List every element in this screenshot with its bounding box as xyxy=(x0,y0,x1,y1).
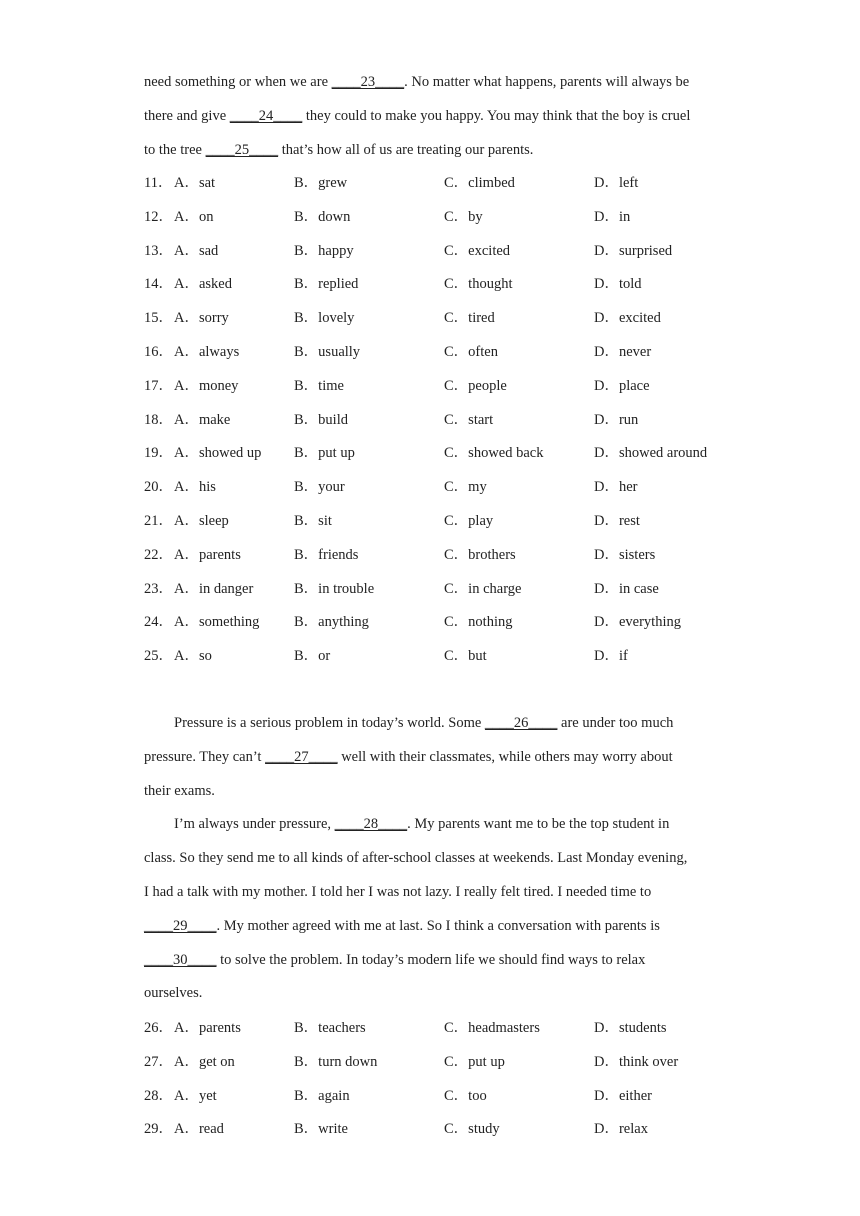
option-b[interactable]: B．build xyxy=(294,411,348,428)
text-run: there and give xyxy=(144,107,230,124)
passage-2 xyxy=(144,707,724,1011)
option-c[interactable]: C．study xyxy=(444,1121,500,1138)
option-b[interactable]: B．down xyxy=(294,208,351,225)
option-a[interactable]: A．his xyxy=(174,479,216,496)
question-number: 28． xyxy=(144,1087,173,1104)
option-c[interactable]: C．too xyxy=(444,1087,487,1104)
option-d[interactable]: D．run xyxy=(594,411,639,428)
answer-blank: ____23____ xyxy=(331,74,405,90)
option-c[interactable]: C．headmasters xyxy=(444,1020,540,1036)
option-a[interactable]: A．sleep xyxy=(174,513,229,529)
question-row xyxy=(144,370,744,404)
option-a[interactable]: A．asked xyxy=(174,276,232,293)
option-a[interactable]: A．make xyxy=(174,411,231,428)
option-a[interactable]: A．on xyxy=(174,208,214,225)
text-run: well with their classmates, while others may worry about xyxy=(337,748,673,765)
option-d[interactable]: D．in xyxy=(594,208,631,225)
option-d[interactable]: D．never xyxy=(594,344,652,360)
question-row xyxy=(144,336,744,370)
option-b[interactable]: B．usually xyxy=(294,344,361,360)
option-b[interactable]: B．replied xyxy=(294,276,359,293)
option-a[interactable]: A．something xyxy=(174,614,260,631)
question-number: 23． xyxy=(144,580,173,597)
question-number: 24． xyxy=(144,614,173,631)
text-run: class. So they send me to all kinds of after-school classes at weekends. Last Monday evening, xyxy=(144,850,688,867)
question-number: 15． xyxy=(144,310,173,327)
option-b[interactable]: B．sit xyxy=(294,513,332,529)
question-row xyxy=(144,1046,744,1080)
question-number: 26． xyxy=(144,1020,173,1036)
text-run: need something or when we are xyxy=(144,74,332,90)
question-number: 25． xyxy=(144,648,173,665)
option-c[interactable]: C．tired xyxy=(444,310,495,327)
text-run: their exams. xyxy=(144,782,215,799)
question-number: 29． xyxy=(144,1121,173,1138)
option-b[interactable]: B．put up xyxy=(294,445,355,462)
option-d[interactable]: D．rest xyxy=(594,513,640,529)
answer-blank: ____27____ xyxy=(265,748,338,765)
text-run: . My parents want me to be the top student in xyxy=(407,816,670,833)
option-b[interactable]: B．turn down xyxy=(294,1053,378,1070)
passage-1 xyxy=(144,66,724,167)
question-number: 16． xyxy=(144,344,173,360)
question-number: 21． xyxy=(144,513,173,529)
question-row xyxy=(144,505,744,539)
question-row xyxy=(144,640,744,674)
text-run: are under too much xyxy=(557,715,674,731)
option-c[interactable]: C．in charge xyxy=(444,580,522,597)
option-d[interactable]: D．her xyxy=(594,479,638,496)
question-row xyxy=(144,573,744,607)
option-c[interactable]: C．excited xyxy=(444,242,511,259)
question-number: 19． xyxy=(144,445,173,462)
passage-line xyxy=(144,134,724,168)
question-row xyxy=(144,539,744,573)
option-d[interactable]: D．if xyxy=(594,648,628,665)
option-c[interactable]: C．thought xyxy=(444,276,513,293)
answer-blank: ____29____ xyxy=(144,917,217,934)
option-a[interactable]: A．yet xyxy=(174,1087,217,1104)
question-row xyxy=(144,302,744,336)
option-a[interactable]: A．get on xyxy=(174,1053,235,1070)
question-number: 13． xyxy=(144,242,173,259)
option-c[interactable]: C．play xyxy=(444,513,494,529)
option-a[interactable]: A．money xyxy=(174,377,239,394)
option-b[interactable]: B．or xyxy=(294,648,331,665)
option-c[interactable]: C．showed back xyxy=(444,445,544,462)
option-c[interactable]: C．climbed xyxy=(444,175,515,191)
question-row xyxy=(144,235,744,269)
option-c[interactable]: C．nothing xyxy=(444,614,513,631)
text-run: ourselves. xyxy=(144,985,203,1002)
option-b[interactable]: B．again xyxy=(294,1087,350,1104)
option-b[interactable]: B．lovely xyxy=(294,310,355,327)
option-b[interactable]: B．teachers xyxy=(294,1020,366,1036)
option-c[interactable]: C．brothers xyxy=(444,546,516,563)
option-c[interactable]: C．by xyxy=(444,208,483,225)
passage-line xyxy=(144,808,724,842)
text-run: they could to make you happy. You may think that the boy is cruel xyxy=(302,107,691,124)
option-c[interactable]: C．often xyxy=(444,344,498,360)
option-a[interactable]: A．sad xyxy=(174,242,219,259)
option-c[interactable]: C．put up xyxy=(444,1053,505,1070)
question-row xyxy=(144,1012,744,1046)
option-a[interactable]: A．always xyxy=(174,344,240,360)
question-number: 12． xyxy=(144,208,173,225)
question-number: 22． xyxy=(144,546,173,563)
option-c[interactable]: C．start xyxy=(444,411,494,428)
passage-line xyxy=(144,842,724,876)
question-number: 18． xyxy=(144,411,173,428)
question-number: 14． xyxy=(144,276,173,293)
option-a[interactable]: A．so xyxy=(174,648,212,665)
question-row xyxy=(144,471,744,505)
option-b[interactable]: B．write xyxy=(294,1121,348,1138)
answer-blank: ____26____ xyxy=(484,715,558,731)
option-d[interactable]: D．told xyxy=(594,276,642,293)
option-c[interactable]: C．my xyxy=(444,479,487,496)
passage-line xyxy=(144,741,724,775)
answer-blank: ____25____ xyxy=(205,141,279,158)
passage-line xyxy=(144,876,724,910)
question-row xyxy=(144,606,744,640)
text-run: Pressure is a serious problem in today’s world. Some xyxy=(174,715,485,731)
question-number: 20． xyxy=(144,479,173,496)
text-run: pressure. They can’t xyxy=(144,748,266,765)
text-run: that’s how all of us are treating our parents. xyxy=(278,141,534,158)
option-d[interactable]: D．everything xyxy=(594,614,681,631)
passage-line xyxy=(144,66,724,100)
text-run: . No matter what happens, parents will always be xyxy=(404,74,690,90)
option-c[interactable]: C．but xyxy=(444,648,487,665)
option-d[interactable]: D．sisters xyxy=(594,546,656,563)
option-b[interactable]: B．anything xyxy=(294,614,369,631)
answer-blank: ____24____ xyxy=(229,107,303,124)
option-a[interactable]: A．sorry xyxy=(174,310,229,327)
passage-line xyxy=(144,910,724,944)
text-run: to the tree xyxy=(144,141,206,158)
option-d[interactable]: D．students xyxy=(594,1020,667,1036)
question-row xyxy=(144,404,744,438)
answer-blank: ____28____ xyxy=(334,816,408,833)
passage-line xyxy=(144,707,724,741)
option-d[interactable]: D．either xyxy=(594,1087,652,1104)
option-d[interactable]: D．left xyxy=(594,175,639,191)
option-a[interactable]: A．read xyxy=(174,1121,224,1138)
option-c[interactable]: C．people xyxy=(444,377,507,394)
option-a[interactable]: A．sat xyxy=(174,175,216,191)
option-d[interactable]: D．showed around xyxy=(594,445,708,462)
option-b[interactable]: B．in trouble xyxy=(294,580,375,597)
option-d[interactable]: D．in case xyxy=(594,580,659,597)
text-run: to solve the problem. In today’s modern life we should find ways to relax xyxy=(216,951,646,968)
question-row xyxy=(144,268,744,302)
option-b[interactable]: B．happy xyxy=(294,242,354,259)
question-number: 27． xyxy=(144,1053,173,1070)
option-b[interactable]: B．time xyxy=(294,377,344,394)
option-d[interactable]: D．excited xyxy=(594,310,661,327)
question-number: 17． xyxy=(144,377,173,394)
option-d[interactable]: D．relax xyxy=(594,1121,648,1138)
text-run: I’m always under pressure, xyxy=(174,816,335,833)
option-a[interactable]: A．parents xyxy=(174,546,241,563)
passage-line xyxy=(144,775,724,809)
option-a[interactable]: A．in danger xyxy=(174,580,254,597)
passage-line xyxy=(144,100,724,134)
option-b[interactable]: B．your xyxy=(294,479,345,496)
text-run: I had a talk with my mother. I told her I was not lazy. I really felt tired. I needed time to xyxy=(144,883,652,900)
passage-line xyxy=(144,944,724,978)
text-run: . My mother agreed with me at last. So I think a conversation with parents is xyxy=(216,917,660,934)
question-row xyxy=(144,201,744,235)
option-a[interactable]: A．showed up xyxy=(174,445,262,462)
option-b[interactable]: B．grew xyxy=(294,175,348,191)
option-b[interactable]: B．friends xyxy=(294,546,359,563)
option-a[interactable]: A．parents xyxy=(174,1020,241,1036)
passage-line xyxy=(144,977,724,1011)
option-d[interactable]: D．place xyxy=(594,377,650,394)
question-row xyxy=(144,437,744,471)
option-d[interactable]: D．think over xyxy=(594,1053,679,1070)
question-row xyxy=(144,1113,744,1147)
answer-blank: ____30____ xyxy=(144,951,217,968)
option-d[interactable]: D．surprised xyxy=(594,242,673,259)
question-row xyxy=(144,167,744,201)
question-row xyxy=(144,1080,744,1114)
question-number: 11． xyxy=(144,175,173,191)
